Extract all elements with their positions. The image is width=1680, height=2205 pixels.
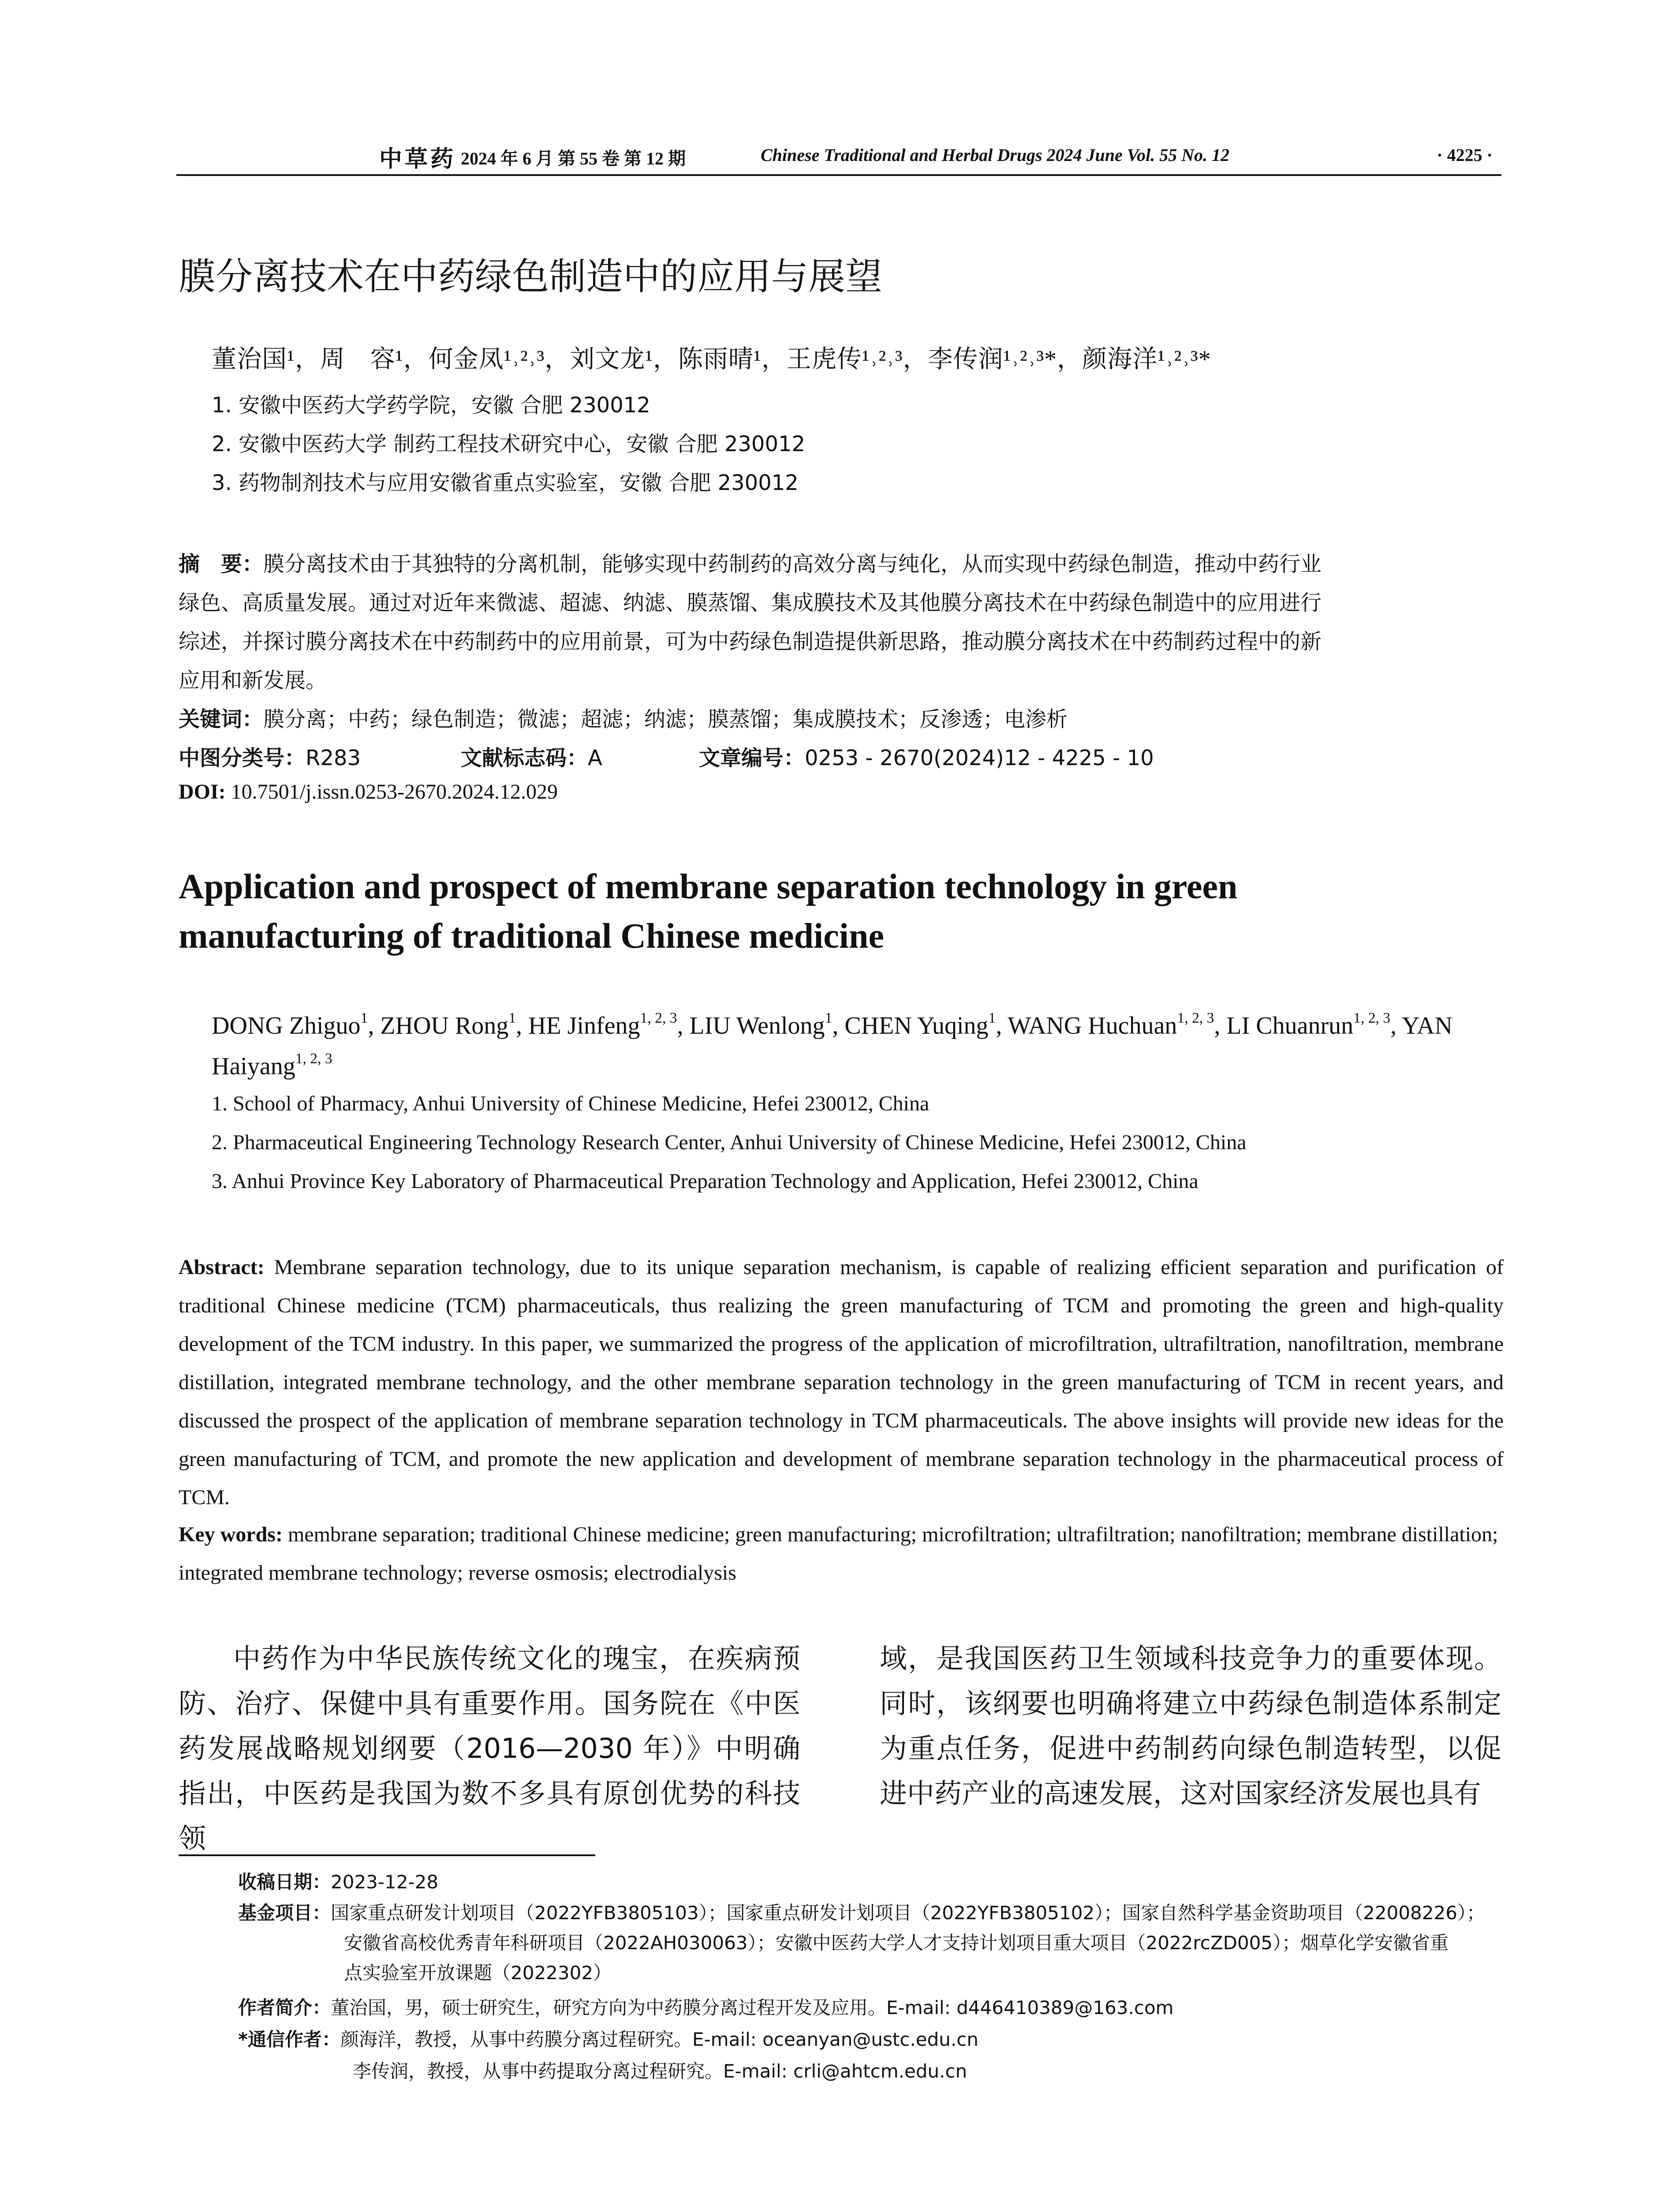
footnote-rule [179, 1854, 595, 1856]
keywords-text-en: membrane separation; traditional Chinese medicine; green manufacturing; microfiltration; ultrafiltration; nanofiltration; membrane distillation; integrated membrane technology; reverse osmosis; electrodialysis [179, 1523, 1498, 1585]
footnote-corresponding-2: 李传润，教授，从事中药提取分离过程研究。E-mail: crli@ahtcm.edu.cn [353, 2060, 967, 2082]
footnote-fund-line-2: 安徽省高校优秀青年科研项目（2022AH030063）；安徽中医药大学人才支持计划项目重大项目（2022rcZD005）；烟草化学安徽省重 [344, 1932, 1449, 1954]
article-title-en-line-1: Application and prospect of membrane separation technology in green [179, 867, 1238, 906]
author-list-en: DONG Zhiguo$^1$, ZHOU Rong$^1$, HE Jinfeng$^{1, 2, 3}$, LIU Wenlong$^1$, CHEN Yuqing$^1$, WANG Huchuan$^{1, 2, 3}$, LI Chuanrun$^{1, 2, 3}$, YAN Haiyang$^{1, 2, 3}$ [212, 1009, 1453, 1080]
keywords-cn [179, 702, 1504, 733]
author-list-cn: 董治国¹，周 容¹，何金凤¹˒²˒³，刘文龙¹，陈雨晴¹，王虎传¹˒²˒³，李传润¹˒²˒³*，颜海洋¹˒²˒³* [212, 346, 1211, 373]
abstract-text-cn: 膜分离技术由于其独特的分离机制，能够实现中药制药的高效分离与纯化，从而实现中药绿色制造，推动中药行业 [263, 552, 1322, 576]
running-header [176, 140, 1501, 171]
abstract-cn-line-1 [179, 547, 1504, 577]
footnote-fund-line-3: 点实验室开放课题（2022302） [344, 1962, 612, 1984]
footnote-author-bio: 作者简介：董治国，男，硕士研究生，研究方向为中药膜分离过程开发及应用。E-mail: d446410389@163.com [238, 1997, 1174, 2018]
doi-line [179, 780, 1504, 804]
abstract-en [179, 1248, 1504, 1517]
keywords-text-cn: 膜分离；中药；绿色制造；微滤；超滤；纳滤；膜蒸馏；集成膜技术；反渗透；电渗析 [263, 707, 1068, 732]
abstract-label-en: Abstract: [179, 1256, 265, 1279]
keywords-label-en: Key words: [179, 1523, 283, 1546]
doc-code: 文献标志码：A [461, 746, 602, 770]
keywords-en [179, 1515, 1504, 1592]
affiliation-en-2: 2. Pharmaceutical Engineering Technology Research Center, Anhui University of Chinese Medicine, Hefei 230012, China [212, 1131, 1247, 1154]
clc-label: 中图分类号： [179, 746, 306, 770]
abstract-cn-line-3: 综述，并探讨膜分离技术在中药制药中的应用前景，可为中药绿色制造提供新思路，推动膜分离技术在中药制药过程中的新 [179, 629, 1322, 654]
affiliation-en-3: 3. Anhui Province Key Laboratory of Pharmaceutical Preparation Technology and Application, Hefei 230012, China [212, 1170, 1198, 1193]
abstract-label-cn: 摘 要： [179, 552, 264, 576]
header-rule [176, 174, 1501, 176]
article-title-en [179, 862, 1501, 961]
abstract-cn-line-2: 绿色、高质量发展。通过对近年来微滤、超滤、纳滤、膜蒸馏、集成膜技术及其他膜分离技术在中药绿色制造中的应用进行 [179, 590, 1322, 615]
footnote-corresponding: *通信作者：颜海洋，教授，从事中药膜分离过程研究。E-mail: oceanyan@ustc.edu.cn [238, 2029, 978, 2050]
affiliation-cn-3: 3. 药物制剂技术与应用安徽省重点实验室，安徽 合肥 230012 [212, 471, 799, 495]
issue-info-cn: 2024 年 6 月 第 55 卷 第 12 期 [461, 149, 686, 168]
keywords-label-cn: 关键词： [179, 707, 264, 732]
page-number: · 4225 · [1437, 145, 1493, 165]
journal-logo: 中草药 [379, 146, 456, 172]
affiliation-en-1: 1. School of Pharmacy, Anhui University of Chinese Medicine, Hefei 230012, China [212, 1092, 930, 1115]
article-title-en-line-2: manufacturing of traditional Chinese medicine [179, 917, 884, 956]
issue-info-en: Chinese Traditional and Herbal Drugs 2024 June Vol. 55 No. 12 [761, 145, 1230, 165]
body-column-left: 中药作为中华民族传统文化的瑰宝，在疾病预防、治疗、保健中具有重要作用。国务院在《中医药发展战略规划纲要（2016—2030 年）》中明确指出，中医药是我国为数不多具有原创优势的科技领 [179, 1642, 800, 1854]
doi-label: DOI: [179, 780, 226, 804]
clc-code: R283 [306, 746, 361, 770]
article-title-cn: 膜分离技术在中药绿色制造中的应用与展望 [179, 255, 883, 298]
affiliation-cn-2: 2. 安徽中医药大学 制药工程技术研究中心，安徽 合肥 230012 [212, 432, 806, 456]
footnote-received: 收稿日期：2023-12-28 [238, 1871, 439, 1893]
abstract-cn-line-4: 应用和新发展。 [179, 668, 327, 693]
classification-line [179, 741, 1504, 771]
abstract-text-en: Membrane separation technology, due to its unique separation mechanism, is capable of realizing efficient separation and purification of traditional Chinese medicine (TCM) pharmaceuticals, thus realizing the green manufacturing of TCM and promoting the green and high-quality development of the TCM industry. In this paper, we summarized the progress of the application of microfiltration, ultrafiltration, nanofiltration, membrane distillation, integrated membrane technology, and the other membrane separation technology in the green manufacturing of TCM in recent years, and discussed the prospect of the application of membrane separation technology in TCM pharmaceuticals. The above insights will provide new ideas for the green manufacturing of TCM, and promote the new application and development of membrane separation technology in the pharmaceutical process of TCM. [179, 1256, 1504, 1509]
doi-link[interactable]: 10.7501/j.issn.0253-2670.2024.12.029 [231, 780, 558, 804]
footnote-fund: 基金项目：国家重点研发计划项目（2022YFB3805103）；国家重点研发计划项目（2022YFB3805102）；国家自然科学基金资助项目（22008226）； [238, 1902, 1485, 1924]
article-number: 文章编号：0253 - 2670(2024)12 - 4225 - 10 [699, 746, 1154, 770]
affiliation-cn-1: 1. 安徽中医药大学药学院，安徽 合肥 230012 [212, 393, 650, 418]
body-column-right: 域，是我国医药卫生领域科技竞争力的重要体现。同时，该纲要也明确将建立中药绿色制造体系制定为重点任务，促进中药制药向绿色制造转型，以促进中药产业的高速发展，这对国家经济发展也具有 [880, 1642, 1501, 1809]
